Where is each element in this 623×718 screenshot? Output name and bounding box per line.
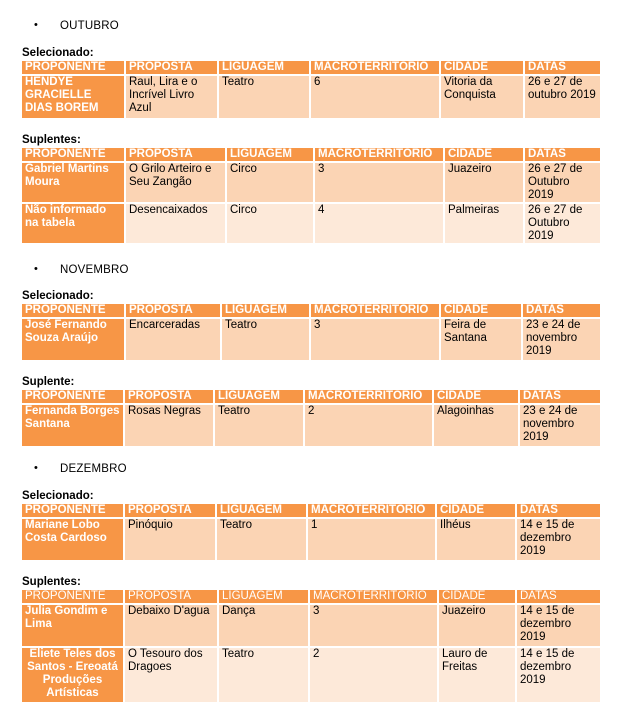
header-macroterritorio: MACROTERRITÓRIO xyxy=(315,148,445,161)
cell-proposta: O Grilo Arteiro e Seu Zangão xyxy=(126,161,227,202)
cell-proponente: HENDYE GRACIELLE DIAS BOREM xyxy=(22,74,126,118)
cell-proposta: Rosas Negras xyxy=(125,403,215,446)
header-liguagem: LIGUAGEM xyxy=(222,304,311,317)
header-liguagem: LIGUAGEM xyxy=(219,61,311,74)
table-outubro-selecionado xyxy=(22,61,602,118)
cell-proponente: Não informado na tabela xyxy=(22,202,126,243)
table-header xyxy=(22,148,602,161)
cell-proponente: Fernanda Borges Santana xyxy=(22,403,125,446)
header-datas: DATAS xyxy=(525,61,602,74)
header-proponente: PROPONENTE xyxy=(22,504,125,517)
table-row xyxy=(22,646,602,702)
cell-datas: 14 e 15 de dezembro 2019 xyxy=(517,646,602,702)
table-dezembro-suplentes xyxy=(22,590,602,702)
cell-proposta: Debaixo D'agua xyxy=(125,603,219,646)
cell-liguagem: Teatro xyxy=(219,74,311,118)
header-proponente: PROPONENTE xyxy=(22,390,125,403)
header-macroterritorio: MACROTERRITÓRIO xyxy=(310,590,439,603)
header-cidade: CIDADE xyxy=(434,390,520,403)
header-proposta: PROPOSTA xyxy=(125,390,215,403)
cell-proponente: Mariane Lobo Costa Cardoso xyxy=(22,517,125,560)
table-outubro-suplentes xyxy=(22,148,602,243)
header-datas: DATAS xyxy=(520,390,602,403)
header-proposta: PROPOSTA xyxy=(126,304,222,317)
table-row xyxy=(22,403,602,446)
cell-proponente: Gabriel Martins Moura xyxy=(22,161,126,202)
header-proposta: PROPOSTA xyxy=(126,61,219,74)
table-header xyxy=(22,590,602,603)
cell-cidade: Palmeiras xyxy=(445,202,525,243)
table-row xyxy=(22,517,602,560)
group-label: Suplente: xyxy=(22,376,75,388)
bullet: • xyxy=(34,462,38,474)
header-liguagem: LIGUAGEM xyxy=(227,148,315,161)
cell-macroterritorio: 4 xyxy=(315,202,445,243)
header-cidade: CIDADE xyxy=(439,590,517,603)
table-novembro-selecionado xyxy=(22,304,602,360)
cell-liguagem: Teatro xyxy=(215,403,305,446)
month-title: DEZEMBRO xyxy=(60,463,127,475)
table-row xyxy=(22,603,602,646)
cell-proposta: Desencaixados xyxy=(126,202,227,243)
cell-proposta: Raul, Lira e o Incrível Livro Azul xyxy=(126,74,219,118)
month-title: OUTUBRO xyxy=(60,20,119,32)
cell-macroterritorio: 6 xyxy=(311,74,441,118)
header-proponente: PROPONENTE xyxy=(22,61,126,74)
cell-liguagem: Circo xyxy=(227,161,315,202)
header-cidade: CIDADE xyxy=(441,61,525,74)
bullet: • xyxy=(34,19,38,31)
cell-macroterritorio: 3 xyxy=(315,161,445,202)
header-datas: DATAS xyxy=(517,504,602,517)
header-macroterritorio: MACROTERRITÓRIO xyxy=(311,304,441,317)
header-datas: DATAS xyxy=(525,148,602,161)
cell-proposta: O Tesouro dos Dragoes xyxy=(125,646,219,702)
cell-cidade: Juazeiro xyxy=(445,161,525,202)
cell-datas: 26 e 27 de Outubro 2019 xyxy=(525,202,602,243)
cell-liguagem: Teatro xyxy=(219,646,310,702)
cell-cidade: Alagoinhas xyxy=(434,403,520,446)
header-cidade: CIDADE xyxy=(437,504,517,517)
header-macroterritorio: MACROTERRITÓRIO xyxy=(311,61,441,74)
cell-liguagem: Dança xyxy=(219,603,310,646)
header-datas: DATAS xyxy=(517,590,602,603)
header-macroterritorio: MACROTERRITÓRIO xyxy=(308,504,437,517)
header-proposta: PROPOSTA xyxy=(126,148,227,161)
table-novembro-suplente xyxy=(22,390,602,446)
cell-proposta: Pinóquio xyxy=(125,517,217,560)
table-row xyxy=(22,161,602,202)
group-label: Selecionado: xyxy=(22,490,94,502)
cell-liguagem: Teatro xyxy=(217,517,308,560)
table-header xyxy=(22,61,602,74)
cell-datas: 14 e 15 de dezembro 2019 xyxy=(517,603,602,646)
cell-macroterritorio: 2 xyxy=(310,646,439,702)
cell-cidade: Vitoria da Conquista xyxy=(441,74,525,118)
header-proponente: PROPONENTE xyxy=(22,304,126,317)
table-header xyxy=(22,304,602,317)
cell-macroterritorio: 2 xyxy=(305,403,434,446)
cell-datas: 23 e 24 de novembro 2019 xyxy=(523,317,602,360)
cell-proposta: Encarceradas xyxy=(126,317,222,360)
header-macroterritorio: MACROTERRITÓRIO xyxy=(305,390,434,403)
cell-datas: 14 e 15 de dezembro 2019 xyxy=(517,517,602,560)
header-cidade: CIDADE xyxy=(445,148,525,161)
header-datas: DATAS xyxy=(523,304,602,317)
cell-datas: 26 e 27 de outubro 2019 xyxy=(525,74,602,118)
group-label: Suplentes: xyxy=(22,134,81,146)
header-proposta: PROPOSTA xyxy=(125,590,219,603)
cell-liguagem: Teatro xyxy=(222,317,311,360)
cell-proponente: Eliete Teles dos Santos - Ereoatá Produções Artísticas xyxy=(22,646,125,702)
cell-macroterritorio: 3 xyxy=(310,603,439,646)
cell-proponente: José Fernando Souza Araújo xyxy=(22,317,126,360)
header-liguagem: LIGUAGEM xyxy=(219,590,310,603)
cell-cidade: Ilhéus xyxy=(437,517,517,560)
table-header xyxy=(22,504,602,517)
group-label: Selecionado: xyxy=(22,290,94,302)
cell-cidade: Feira de Santana xyxy=(441,317,523,360)
cell-datas: 23 e 24 de novembro 2019 xyxy=(520,403,602,446)
cell-proponente: Julia Gondim e Lima xyxy=(22,603,125,646)
group-label: Selecionado: xyxy=(22,47,94,59)
header-proposta: PROPOSTA xyxy=(125,504,217,517)
month-title: NOVEMBRO xyxy=(60,264,129,276)
cell-datas: 26 e 27 de Outubro 2019 xyxy=(525,161,602,202)
header-liguagem: LIGUAGEM xyxy=(215,390,305,403)
cell-macroterritorio: 1 xyxy=(308,517,437,560)
header-proponente: PROPONENTE xyxy=(22,590,125,603)
table-dezembro-selecionado xyxy=(22,504,602,560)
group-label: Suplentes: xyxy=(22,576,81,588)
header-proponente: PROPONENTE xyxy=(22,148,126,161)
table-header xyxy=(22,390,602,403)
header-liguagem: LIGUAGEM xyxy=(217,504,308,517)
header-cidade: CIDADE xyxy=(441,304,523,317)
table-row xyxy=(22,202,602,243)
cell-cidade: Juazeiro xyxy=(439,603,517,646)
bullet: • xyxy=(34,263,38,275)
cell-cidade: Lauro de Freitas xyxy=(439,646,517,702)
table-row xyxy=(22,74,602,118)
table-row xyxy=(22,317,602,360)
cell-liguagem: Circo xyxy=(227,202,315,243)
cell-macroterritorio: 3 xyxy=(311,317,441,360)
